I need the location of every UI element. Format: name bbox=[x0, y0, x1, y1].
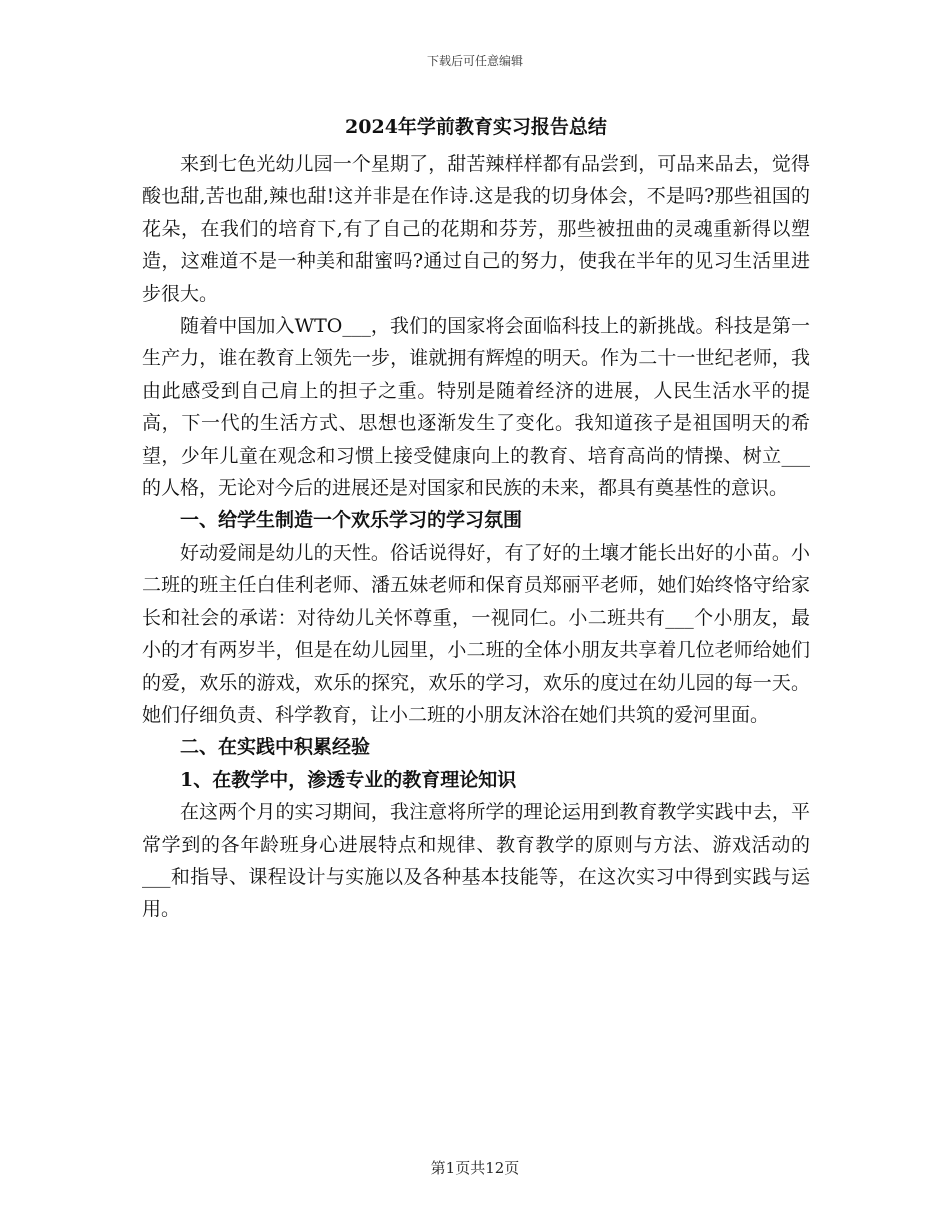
paragraph-wto: 随着中国加入WTO___，我们的国家将会面临科技上的新挑战。科技是第一生产力，谁在教育上领先一步，谁就拥有辉煌的明天。作为二十一世纪老师，我由此感受到自己肩上的担子之重。特别是随着经济的进展，人民生活水平的提高，下一代的生活方式、思想也逐渐发生了变化。我知道孩子是祖国明天的希望，少年儿童在观念和习惯上接受健康向上的教育、培育高尚的情操、树立___的人格，无论对今后的进展还是对国家和民族的未来，都具有奠基性的意识。 bbox=[142, 315, 810, 500]
paragraph-practice: 在这两个月的实习期间，我注意将所学的理论运用到教育教学实践中去，平常学到的各年龄班身心进展特点和规律、教育教学的原则与方法、游戏活动的___和指导、课程设计与实施以及各种基本技能等，在这次实习中得到实践与运用。 bbox=[142, 801, 810, 921]
paragraph-class: 好动爱闹是幼儿的天性。俗话说得好，有了好的土壤才能长出好的小苗。小二班的班主任白佳利老师、潘五妹老师和保育员郑丽平老师，她们始终恪守给家长和社会的承诺：对待幼儿关怀尊重，一视同仁。小二班共有___个小朋友，最小的才有两岁半，但是在幼儿园里，小二班的全体小朋友共享着几位老师给她们的爱，欢乐的游戏，欢乐的探究，欢乐的学习，欢乐的度过在幼儿园的每一天。她们仔细负责、科学教育，让小二班的小朋友沐浴在她们共筑的爱河里面。 bbox=[142, 541, 810, 726]
paragraph-intro: 来到七色光幼儿园一个星期了，甜苦辣样样都有品尝到，可品来品去，觉得酸也甜,苦也甜,辣也甜!这并非是在作诗.这是我的切身体会，不是吗?那些祖国的花朵，在我们的培育下,有了自己的花期和芬芳，那些被扭曲的灵魂重新得以塑造，这难道不是一种美和甜蜜吗?通过自己的努力，使我在半年的见习生活里进步很大。 bbox=[142, 153, 810, 305]
section-heading-2: 二、在实践中积累经验 bbox=[180, 736, 371, 759]
page-number: 第1页共12页 bbox=[430, 1159, 520, 1177]
subsection-heading-1: 1、在教学中，渗透专业的教育理论知识 bbox=[180, 768, 517, 791]
page-header: 下载后可任意编辑 bbox=[426, 54, 523, 68]
document-body bbox=[142, 112, 810, 926]
section-heading-1: 一、给学生制造一个欢乐学习的学习氛围 bbox=[180, 509, 523, 532]
document-title: 2024年学前教育实习报告总结 bbox=[345, 116, 607, 138]
